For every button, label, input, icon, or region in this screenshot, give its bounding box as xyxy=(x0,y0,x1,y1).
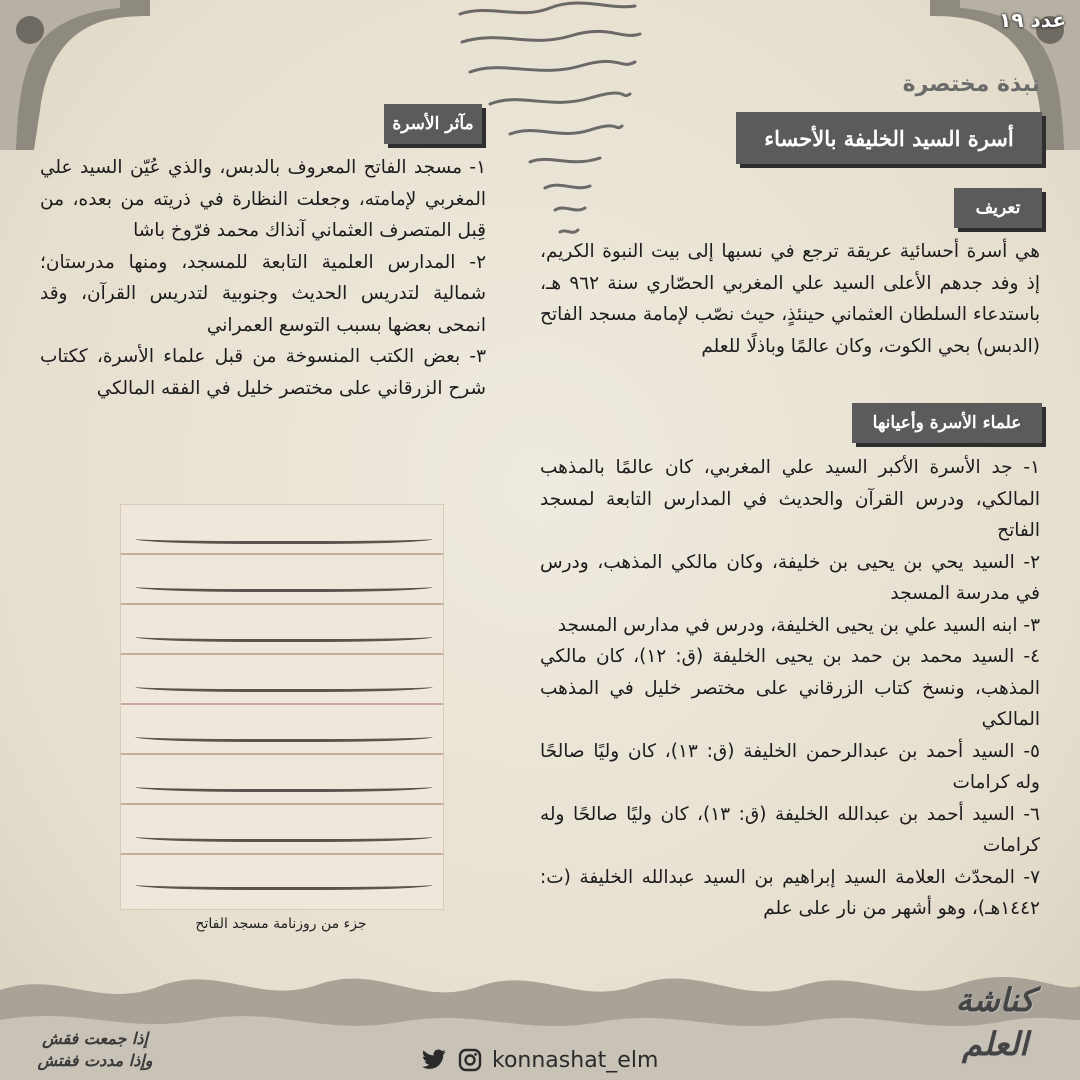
list-item: ٢- المدارس العلمية التابعة للمسجد، ومنها مدرستان؛ شمالية لتدريس الحديث وجنوبية لتدريس القرآن، وقد انمحى بعضها بسبب التوسع العمراني xyxy=(40,251,486,336)
motto-line: إذا جمعت فقش xyxy=(42,1029,148,1048)
heritage-heading: مآثر الأسرة xyxy=(384,104,482,144)
list-item: ١- جد الأسرة الأكبر السيد علي المغربي، كان عالمًا بالمذهب المالكي، ودرس القرآن والحديث في المدارس التابعة لمسجد الفاتح xyxy=(540,457,1040,541)
scholars-heading: علماء الأسرة وأعيانها xyxy=(852,403,1042,443)
heritage-list xyxy=(40,152,486,404)
list-item: ٦- السيد أحمد بن عبدالله الخليفة (ق: ١٣)، كان وليًا صالحًا وله كرامات xyxy=(540,803,1040,856)
list-item: ٣- ابنه السيد علي بن يحيى الخليفة، ودرس في مدارس المسجد xyxy=(557,614,1040,636)
definition-text: هي أسرة أحسائية عريقة ترجع في نسبها إلى بيت النبوة الكريم، إذ وفد جدهم الأعلى السيد علي المغربي الحصّاري سنة ٩٦٢ هـ، باستدعاء السلطان العثماني حينئذٍ، حيث نصّب لإمامة مسجد الفاتح (الدبس) بحي الكوت، وكان عالمًا وباذلًا للعلم xyxy=(540,241,1040,357)
corner-ornament-left xyxy=(0,0,150,150)
twitter-icon[interactable] xyxy=(420,1046,448,1074)
issue-number: عدد ١٩ xyxy=(999,8,1066,32)
social-handle[interactable]: konnashat_elm xyxy=(492,1047,659,1073)
social-handle-bar xyxy=(420,1046,658,1074)
logo-line: العلم xyxy=(962,1025,1028,1063)
logo-line: كناشة xyxy=(955,981,1035,1019)
brief-label: نبذة مختصرة xyxy=(902,72,1040,97)
list-item: ٤- السيد محمد بن حمد بن يحيى الخليفة (ق: ١٢)، كان مالكي المذهب، ونسخ كتاب الزرقاني على مختصر خليل في المذهب المالكي xyxy=(540,646,1040,730)
manuscript-caption: جزء من روزنامة مسجد الفاتح xyxy=(195,916,367,932)
list-item: ٣- بعض الكتب المنسوخة من قبل علماء الأسرة، ككتاب شرح الزرقاني على مختصر خليل في الفقه المالكي xyxy=(40,346,486,399)
instagram-icon[interactable] xyxy=(456,1046,484,1074)
motto xyxy=(20,1028,170,1072)
scholars-list xyxy=(540,452,1040,925)
motto-line: وإذا مددت ففتش xyxy=(37,1051,153,1070)
list-item: ٥- السيد أحمد بن عبدالرحمن الخليفة (ق: ١٣)، كان وليًا صالحًا وله كرامات xyxy=(540,740,1040,793)
list-item: ٧- المحدّث العلامة السيد إبراهيم بن السيد عبدالله الخليفة (ت: ١٤٤٢هـ)، وهو أشهر من نار على علم xyxy=(540,866,1040,919)
page-title: أسرة السيد الخليفة بالأحساء xyxy=(736,112,1042,164)
list-item: ٢- السيد يحي بن يحيى بن خليفة، وكان مالكي المذهب، ودرس في مدرسة المسجد xyxy=(540,551,1040,604)
definition-heading: تعريف xyxy=(954,188,1042,228)
manuscript-image xyxy=(120,504,444,910)
logo xyxy=(930,978,1060,1066)
list-item: ١- مسجد الفاتح المعروف بالدبس، والذي عُيّن السيد علي المغربي لإمامته، وجعلت النظارة في ذريته من بعده، من قِبل المتصرف العثماني آنذاك محمد فرّوخ باشا xyxy=(40,157,486,241)
